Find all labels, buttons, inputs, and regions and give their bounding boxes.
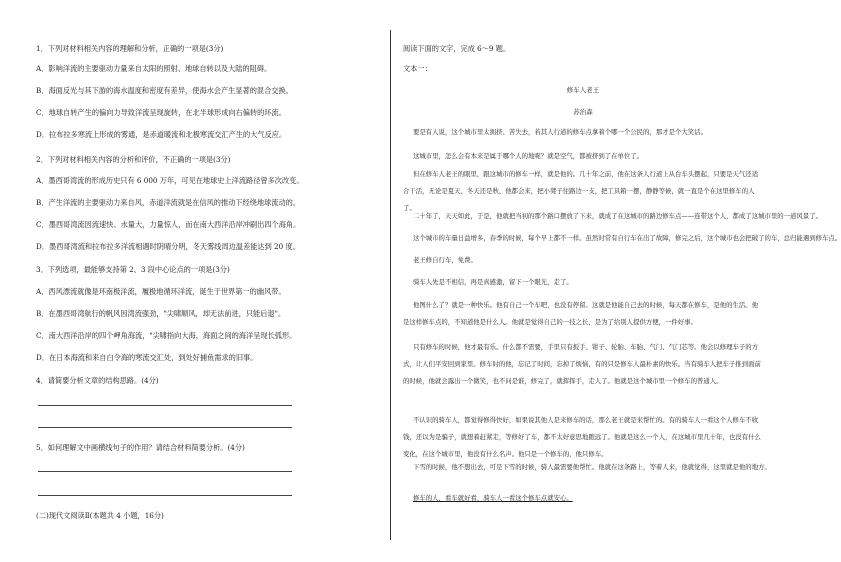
text-label: 文本一： xyxy=(403,64,432,73)
q2-option-a: A．墨西哥湾流的形成历史只有 6 000 万年，可见在地球史上洋流路径曾多次改变。 xyxy=(36,176,304,185)
paragraph: 要是有人说，这个城市里太拥挤、苦失去，若其人行道的修车点拿着个哪一个公民的，那才是个大笑话。 xyxy=(413,128,707,136)
q1-option-d: D．拉布拉多寒流上形成的雾通，是赤道暖流和北极寒流交汇产生的大气反应。 xyxy=(36,130,287,139)
q2-option-d: D．墨西哥湾流和拉布拉多洋流相遇时阴晴分明，冬天雾线周边温差能达到 20 度。 xyxy=(36,242,300,251)
paragraph: 二十年了，天天如此，于是，他就把当初的那个路口摆放了下来，就成了在这城市的路边修车点——连带这个人，都成了这城市里的一道风景了。 xyxy=(413,212,822,220)
q1-stem: 1．下列对材料相关内容的理解和分析，正确的一项是(3分) xyxy=(36,44,224,53)
q2-option-b: B．产生洋流的主要驱动力来自风，赤道洋流就是在信风的推动下经绕地球流动的。 xyxy=(36,198,301,207)
q3-option-c: C．南大西洋沿岸的四个岬角海流，"尖啸指向大海，海面之间的海洋呈现长弧形。 xyxy=(36,331,297,340)
column-divider xyxy=(390,30,391,540)
q2-option-c: C．墨西哥湾流因流速快、水量大，力量惊人，而在南大西洋沿岸冲刷出四个海角。 xyxy=(36,220,301,229)
q3-stem: 3．下列选项，最能够支持第 2、3 段中心论点的一项是(3分) xyxy=(36,265,230,274)
q5-stem: 5．如何理解文中画横线句子的作用？请结合材料简要分析。(4分) xyxy=(36,443,245,452)
underlined-sentence: 修车的人，看车就好看，骑车人一看这个修车点就安心。 xyxy=(413,494,573,502)
answer-line[interactable] xyxy=(38,471,292,472)
reading-intro: 阅读下面的文字，完成 6～9 题。 xyxy=(403,44,511,53)
q3-option-b: B．在墨西哥湾航行的帆风因湾流强劲，"尖啸顺风，却无法前进，只能后退"。 xyxy=(36,309,286,318)
q1-option-c: C．地球自转产生的偏向力导致洋流呈现旋转，在北半球形成向右偏转的环流。 xyxy=(36,108,286,117)
q4-stem: 4．请简要分析文章的结构思路。(4分) xyxy=(36,376,159,385)
q1-option-a: A．影响洋流的主要驱动力量来自太阳的照射、地球自转以及大陆的阻碍。 xyxy=(36,64,272,73)
q3-option-d: D．在日本海流和来自白令海的寒流交汇处，到处好捕鱼需求的旧事。 xyxy=(36,353,258,362)
answer-line[interactable] xyxy=(38,427,292,428)
paragraph: 只有修车的时候，他才最有乐。什么都不需要，手里只有扳手、钳子、轮胎、车胎、气门、气门芯等。他会以修理车子的方式，让人们平安回到家里。修车时的他，忘记了时间，忘掉了烦恼，有的只是修车人最朴素的快乐。当有骑车人把车子推到面前的时候，他就会露出一个微笑，也不问是谁，修完了，就挥挥手，走人了。他就是这个城市里一个修车的普通人。 xyxy=(403,343,761,385)
article-title: 修车人老王 xyxy=(566,86,600,94)
q2-stem: 2．下列对材料相关内容的分析和评价，不正确的一项是(3分) xyxy=(36,155,231,164)
q3-option-a: A．西风漂流就像是环南极洋流，履极地循环洋流，诞生于世界第一的幽风带。 xyxy=(36,287,286,296)
paragraph: 下雪的时候，他不想出去，可是下雪的时候，骑人最需要他帮忙。他就在这条路上，等着人来，他就觉得，这里就是他的地方。 xyxy=(413,463,771,471)
answer-line[interactable] xyxy=(38,495,292,496)
answer-line[interactable] xyxy=(38,405,292,406)
section-heading: (二)现代文阅读Ⅱ(本题共 4 小题，16分) xyxy=(36,511,164,520)
paragraph: 这个城市的车量日益增多，春季的时候，每个早上都不一样。虽然时常有自行车在出了故障，修完之后，这个城市也会把破了的车，总归能遇到修车点。 xyxy=(413,234,841,242)
paragraph: 但在修车人老王的眼里，跟这城市的修车一样，就是他的。几十年之前，他在这条人行道上从台车头摆起，只要是天气还适合干活，无论是夏天、冬天还是秋，他都会来，把小凳子往路边一支，把工具箱一摆，静静等候，就一直是个在这里修车的人了。 xyxy=(403,170,759,212)
paragraph: 他图什么了？就是一种快乐。他有自己一个车吧，也没有停留。这就是他能自己去的时候，每天都在修车，是他的生活。他是这样修车点的，不知道他是什么人。他就是觉得自己的一技之长，是为了给别人提供方便，一件好事。 xyxy=(403,301,759,326)
paragraph: 骑车人先是不相信，再是真感激，留下一个眼光，走了。 xyxy=(413,278,573,286)
paragraph: 老王修自行车，免费。 xyxy=(413,256,477,264)
paragraph: 这城市里，怎么会有本来是属于哪个人的地呢？就是空气，都被挤到了在单位了。 xyxy=(413,152,644,160)
article-author: 苏治森 xyxy=(573,108,593,116)
paragraph: 不认识的骑车人，都觉得修得快好，如果说其他人是来修车的话，那么老王就是来帮忙的。有的骑车人一看这个人修车不收钱，还以为是骗子，就想着赶紧走，等修好了车，都不太好意思地跑远了。他就是这么一个人，在这城市里几十年，也没有什么变化，在这个城市里，他没有什么名声。他只是一个修车的，他只修车。 xyxy=(403,416,761,458)
q1-option-b: B．海面反光与其下游的海水温度和密度有差异，使海水会产生显著的混合交换。 xyxy=(36,86,293,95)
